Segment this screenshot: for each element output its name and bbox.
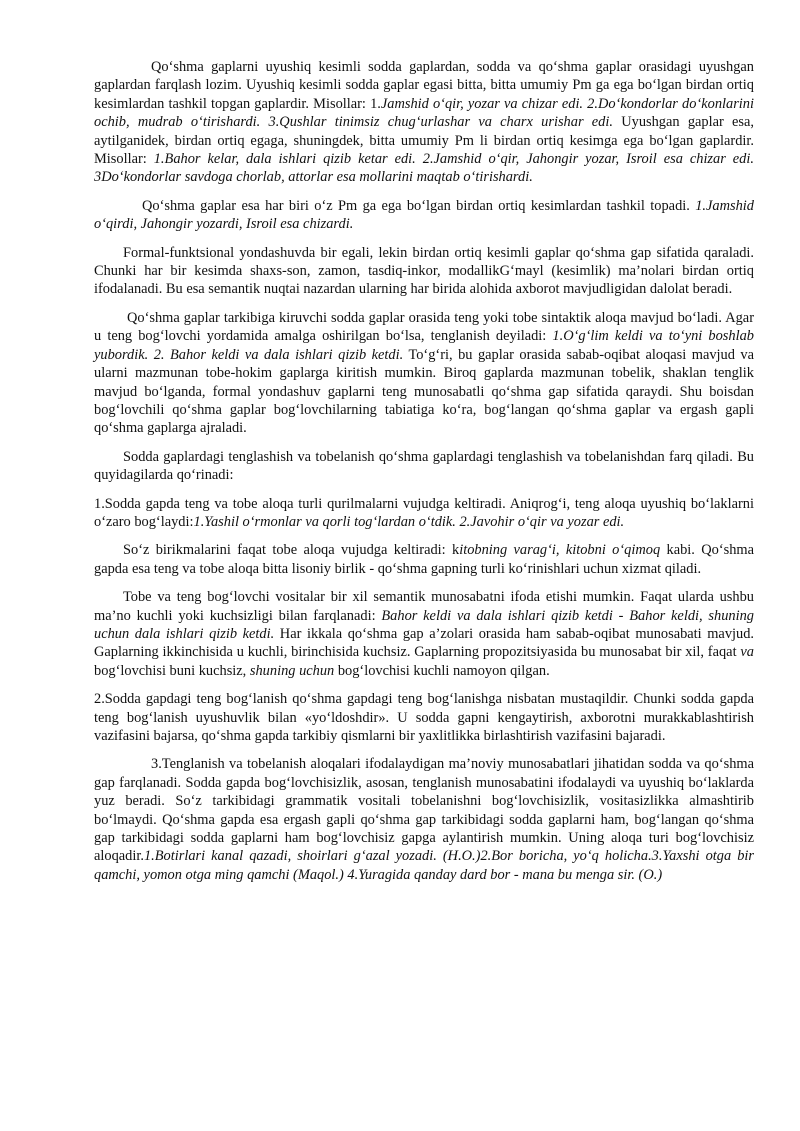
paragraph	[94, 495, 754, 532]
body-text: Formal-funktsional yondashuvda bir egali, lekin birdan ortiq kesimli gaplar qo‘shma gap sifatida qaraladi. Chunki har bir kesimda shaxs-son, zamon, tasdiq-inkor, modallikG‘mayl (kesimlik) ma’nolari birdan ortiq ifodalanadi. Bu esa semantik nuqtai nazardan ularning har birida alohida axborot mavjudligidan dalolat beradi.	[94, 244, 754, 298]
example-text: va	[740, 644, 754, 661]
example-text: 1.O‘g‘lim keldi va to‘yni boshlab yubordik. 2. Bahor keldi va dala ishlari qizib ketdi.	[94, 328, 754, 363]
paragraph	[94, 197, 754, 234]
example-text: Bahor keldi va dala ishlari qizib ketdi - Bahor keldi, shuning uchun dala ishlari qizib ketdi.	[94, 607, 754, 642]
paragraph	[94, 541, 754, 578]
paragraph	[94, 690, 754, 745]
body-text: 2.Sodda gapdagi teng bog‘lanish qo‘shma gapdagi teng bog‘lanishga nisbatan mustaqildir. Chunki sodda gapda teng bog‘lanish uyushuvlik bilan «yo‘ldoshdir». U sodda gapni kengaytirish, axborotni murakkablashtirish vazifasini bajarsa, qo‘shma gapda tarkibiy qismlarni bir yaxlitlikka birlashtirish vazifasini bajaradi.	[94, 691, 754, 744]
body-text: 3.Tenglanish va tobelanish aloqalari ifodalaydigan ma’noviy munosabatlari jihatidan sodda va qo‘shma gap farqlanadi. Sodda gapda bog‘lovchisizlik, asosan, tenglanish munosabatini ifodalaydi va uyushiq bo‘laklarda yuz beradi. So‘z tarkibidagi grammatik vositali tobelanishni bog‘lovchisizlik, vositasizlikka almashtirib bo‘lmaydi. Qo‘shma gapda esa ergash gapli qo‘shma gap tarkibidagi sodda gaplarni ham, bog‘langan qo‘shma gap tarkibidagi sodda gaplarni ham bog‘lovchisiz gapga aylantirish mumkin. Uning aloqa turi bog‘lovchisiz aloqadir.	[94, 756, 754, 865]
paragraph	[94, 448, 754, 485]
example-text: shuning uchun	[249, 662, 335, 679]
body-text: 1.Sodda gapda teng va tobe aloqa turli qurilmalarni vujudga keltiradi. Aniqrog‘i, teng aloqa uyushiq bo‘laklarni o‘zaro bog‘laydi:	[94, 495, 754, 530]
body-text: Har ikkala qo‘shma gap a’zolari orasida ham sabab-oqibat munosabati mavjud. Gaplarning ikkinchisida u kuchli, birinchisida kuchsiz. Gaplarning propozitsiyasida bu munosabat bir xil, faqat	[94, 625, 755, 661]
body-text: So‘z birikmalarini faqat tobe aloqa vujudga keltiradi: k	[123, 542, 460, 559]
paragraph	[94, 309, 754, 438]
body-text: Sodda gaplardagi tenglashish va tobelanish qo‘shma gaplardagi tenglashish va tobelanishdan farq qiladi. Bu quyidagilarda qo‘rinadi:	[94, 448, 754, 484]
body-text: Qo‘shma gaplar esa har biri o‘z Pm ga ega bo‘lgan birdan ortiq kesimlardan tashkil topadi.	[142, 197, 696, 214]
example-text: 1.Yashil o‘rmonlar va qorli tog‘lardan o‘tdik. 2.Javohir o‘qir va yozar edi.	[193, 513, 625, 530]
paragraph	[94, 755, 754, 884]
example-text: 1.Botirlari kanal qazadi, shoirlari g‘azal yozadi. (H.O.)2.Bor boricha, yo‘q holicha.3.Yaxshi otga bir qamchi, yomon otga ming qamchi (Maqol.) 4.Yuragida qanday dard bor - mana bu menga sir. (O.)	[94, 848, 754, 883]
body-text: bog‘lovchisi buni kuchsiz,	[94, 662, 250, 679]
paragraph	[94, 588, 754, 680]
example-text: 1.Jamshid o‘qirdi, Jahongir yozardi, Isroil esa chizardi.	[94, 197, 754, 233]
document-page	[94, 58, 754, 894]
body-text: Qo‘shma gaplarni uyushiq kesimli sodda gaplardan, sodda va qo‘shma gaplar orasidagi uyushgan gaplardan farqlash lozim. Uyushiq kesimli sodda gaplar egasi bitta, bitta umumiy Pm ga ega bo‘lgan birdan ortiq kesimlardan tashkil topgan gaplardir. Misollar: 1.	[94, 59, 754, 112]
example-text: Jamshid o‘qir, yozar va chizar edi. 2.Do‘kondorlar do‘konlarini ochib, mudrab o‘tirishardi. 3.Qushlar tinimsiz chug‘urlashar va charx urishar edi.	[94, 95, 754, 131]
body-text: bog‘lovchisi kuchli namoyon qilgan.	[334, 662, 550, 679]
body-text: To‘g‘ri, bu gaplar orasida sabab-oqibat aloqasi mavjud va ularni mazmunan tobe-hokim gaplarga kiritish mumkin. Biroq gaplarda mazmunan tobelik, shaklan tenglik mavjud bo‘lganda, formal yondashuv gaplarni teng munosabatli qo‘shma gap sifatida qaraydi. Shu boisdan bog‘lovchili qo‘shma gaplar bog‘lovchilarning tabiatiga ko‘ra, bog‘langan qo‘shma gaplar va ergash gapli qo‘shma gaplarga ajraladi.	[94, 346, 754, 437]
body-text: Uyushgan gaplar esa, aytilganidek, birdan ortiq egaga, shuningdek, bitta umumiy Pm li birdan ortiq kesimga ega bo‘lgan gaplardir. Misollar:	[94, 114, 754, 168]
paragraph	[94, 58, 754, 187]
example-text: 1.Bahor kelar, dala ishlari qizib ketar edi. 2.Jamshid o‘qir, Jahongir yozar, Isroil esa chizar edi. 3Do‘kondorlar savdoga chorlab, attorlar esa mollarini maqtab o‘tirishardi.	[94, 151, 754, 186]
paragraph	[94, 244, 754, 299]
example-text: itobning varag‘i, kitobni o‘qimoq	[459, 542, 661, 559]
body-text: kabi. Qo‘shma gapda esa teng va tobe aloqa bitta lisoniy birlik - qo‘shma gapning turli ko‘rinishlari uchun xizmat qiladi.	[94, 542, 754, 577]
body-text: Qo‘shma gaplar tarkibiga kiruvchi sodda gaplar orasida teng yoki tobe sintaktik aloqa mavjud bo‘ladi. Agar u teng bog‘lovchi yordamida amalga oshirilgan bo‘lsa, tenglanish deyiladi:	[94, 309, 754, 345]
body-text: Tobe va teng bog‘lovchi vositalar bir xil semantik munosabatni ifoda etishi mumkin. Faqat ularda ushbu ma’no kuchli yoki kuchsizligi bilan farqlanadi:	[94, 589, 754, 624]
